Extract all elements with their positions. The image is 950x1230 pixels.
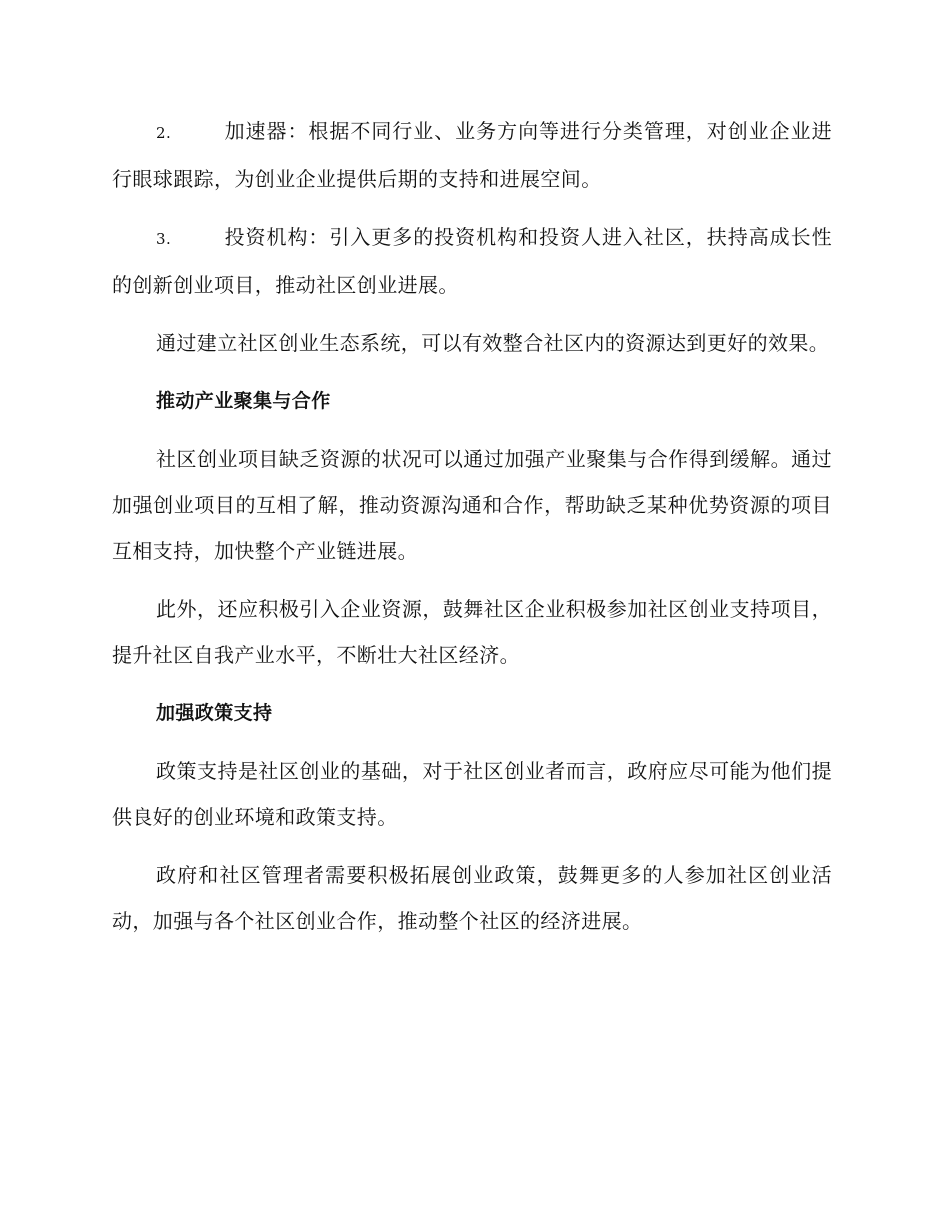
paragraph: 通过建立社区创业生态系统，可以有效整合社区内的资源达到更好的效果。 [156,331,830,355]
paragraph: 政策支持是社区创业的基础，对于社区创业者而言，政府应尽可能为他们提供良好的创业环境和政策支持。 [112,759,832,829]
document-body [112,108,832,956]
paragraph: 此外，还应积极引入企业资源，鼓舞社区企业积极参加社区创业支持项目，提升社区自我产业水平，不断壮大社区经济。 [112,597,832,667]
list-item-number: 2. [156,124,172,142]
paragraph: 社区创业项目缺乏资源的状况可以通过加强产业聚集与合作得到缓解。通过加强创业项目的互相了解，推动资源沟通和合作，帮助缺乏某种优势资源的项目互相支持，加快整个产业链进展。 [112,447,832,563]
list-item [112,108,832,202]
list-item [112,214,832,308]
list-item-number: 3. [156,230,172,248]
list-item-text: 加速器：根据不同行业、业务方向等进行分类管理，对创业企业进行眼球跟踪，为创业企业提供后期的支持和进展空间。 [112,119,832,191]
paragraph: 政府和社区管理者需要积极拓展创业政策，鼓舞更多的人参加社区创业活动，加强与各个社区创业合作，推动整个社区的经济进展。 [112,863,832,933]
list-item-text: 投资机构：引入更多的投资机构和投资人进入社区，扶持高成长性的创新创业项目，推动社区创业进展。 [112,225,832,297]
section-heading: 加强政策支持 [156,702,273,724]
section-heading: 推动产业聚集与合作 [156,390,331,412]
